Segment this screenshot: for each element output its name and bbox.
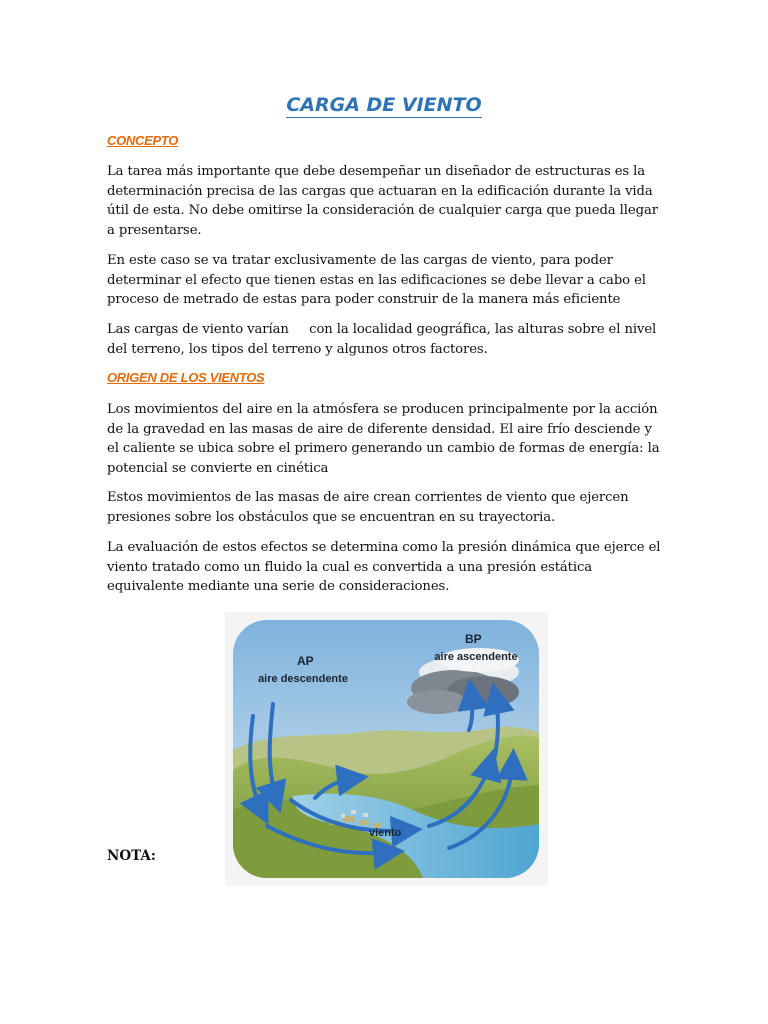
wind-diagram-image — [233, 620, 539, 878]
paragraph: Las cargas de viento varían con la localidad geográfica, las alturas sobre el nivel del terreno, los tipos del terreno y algunos otros factores. — [107, 322, 661, 357]
label-wind: viento — [369, 827, 402, 839]
paragraph: La evaluación de estos efectos se determina como la presión dinámica que ejerce el viento tratado como un fluido la cual es convertida a una presión estática equivalente mediante una serie de consideraciones. — [107, 540, 661, 595]
document-title: CARGA DE VIENTO — [286, 94, 482, 116]
nota-label: NOTA: — [107, 848, 156, 864]
paragraph: En este caso se va tratar exclusivamente de las cargas de viento, para poder determinar el efecto que tienen estas en las edificaciones se debe llevar a cabo el proceso de metrado de estas para poder construir de la manera más eficiente — [107, 253, 646, 308]
wind-diagram-figure — [225, 612, 548, 886]
section-heading-concepto: CONCEPTO — [107, 133, 179, 148]
paragraph: La tarea más importante que debe desempeñar un diseñador de estructuras es la determinación precisa de las cargas que actuaran en la edificación durante la vida útil de esta. No debe omitirse la consideración de cualquier carga que pueda llegar a presentarse. — [107, 164, 658, 238]
paragraph: Estos movimientos de las masas de aire crean corrientes de viento que ejercen presiones sobre los obstáculos que se encuentran en su trayectoria. — [107, 490, 629, 525]
label-ap: AP — [297, 654, 314, 668]
paragraph: Los movimientos del aire en la atmósfera se producen principalmente por la acción de la gravedad en las masas de aire de diferente densidad. El aire frío desciende y el caliente se ubica sobre el primero generando un cambio de formas de energía: la potencial se convierte en cinética — [107, 402, 660, 476]
section-heading-origen: ORIGEN DE LOS VIENTOS — [107, 370, 265, 385]
label-ap-sub: aire descendente — [258, 673, 348, 685]
label-bp-sub: aire ascendente — [434, 651, 518, 663]
label-bp: BP — [465, 632, 482, 646]
